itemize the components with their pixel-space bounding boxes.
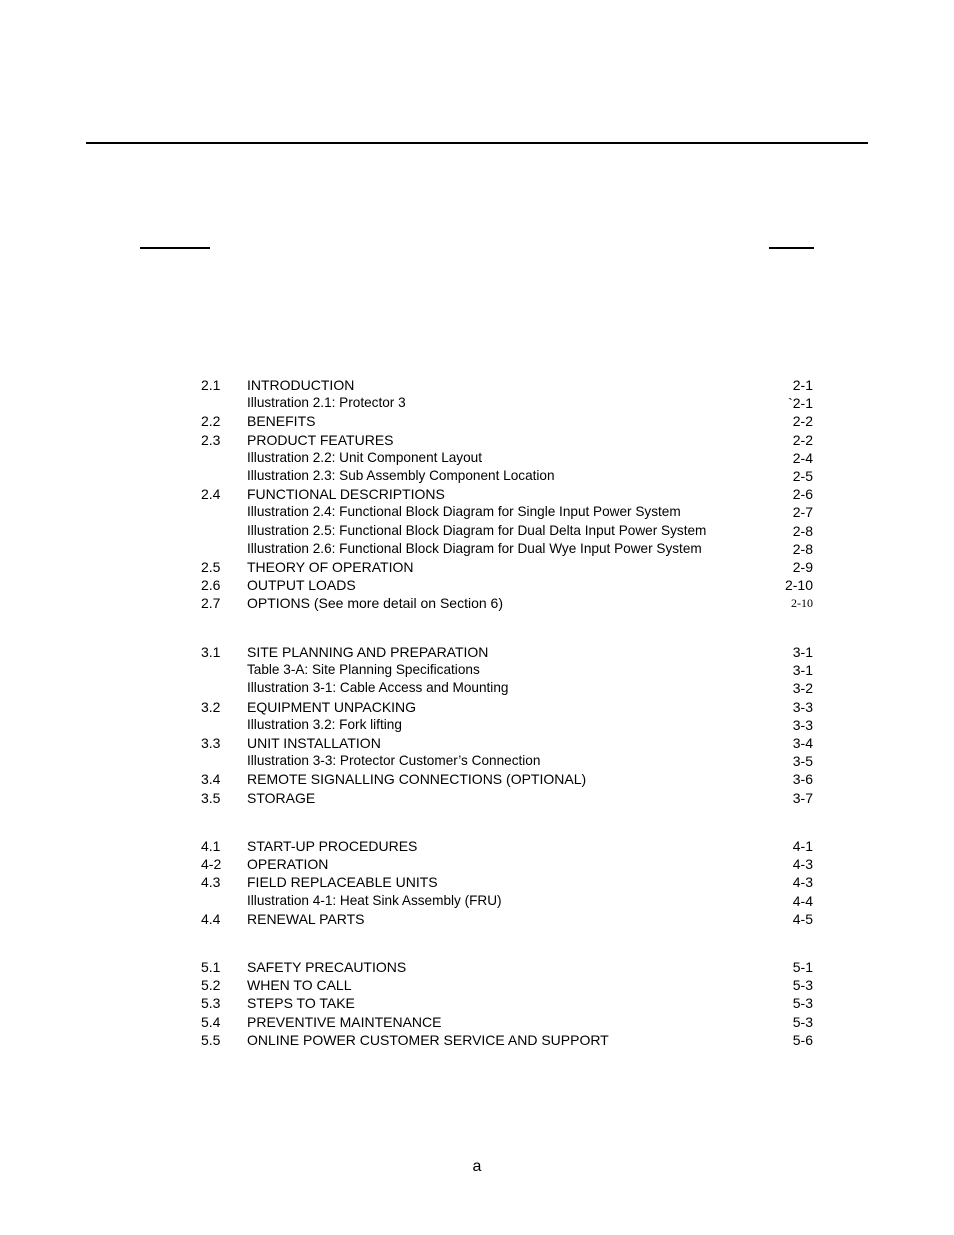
toc-entry-number: 5.1 bbox=[201, 959, 221, 975]
toc-entry-title: Table 3-A: Site Planning Specifications bbox=[247, 662, 480, 678]
toc-entry bbox=[0, 558, 954, 576]
toc-entry-page: 5-6 bbox=[792, 1031, 813, 1048]
toc-entry-title: FIELD REPLACEABLE UNITS bbox=[247, 874, 438, 891]
toc-entry bbox=[0, 449, 954, 467]
toc-entry-page: 3-6 bbox=[792, 771, 813, 788]
toc-entry bbox=[0, 873, 954, 891]
toc-entry bbox=[0, 643, 954, 661]
toc-entry bbox=[0, 698, 954, 716]
toc-entry bbox=[0, 540, 954, 558]
toc-entry bbox=[0, 679, 954, 697]
toc-entry-title: Illustration 2.1: Protector 3 bbox=[247, 395, 406, 411]
toc-entry-page: 4-1 bbox=[792, 838, 813, 854]
toc-entry-page: 5-3 bbox=[792, 977, 813, 994]
toc-entry bbox=[0, 594, 954, 612]
toc-entry-number: 3.3 bbox=[201, 734, 221, 751]
toc-entry bbox=[0, 716, 954, 734]
toc-entry-title: START-UP PROCEDURES bbox=[247, 838, 418, 854]
toc-entry-number: 3.1 bbox=[201, 644, 221, 660]
toc-entry bbox=[0, 976, 954, 994]
toc-entry-number: 4.3 bbox=[201, 874, 221, 891]
toc-entry-title: Illustration 4-1: Heat Sink Assembly (FRU) bbox=[247, 892, 502, 908]
toc-entry-number: 2.7 bbox=[201, 595, 221, 612]
toc-section-3 bbox=[0, 643, 954, 807]
toc-entry-page: 2-8 bbox=[792, 522, 813, 539]
toc-entry bbox=[0, 1013, 954, 1031]
toc-entry-title: Illustration 2.5: Functional Block Diagram for Dual Delta Input Power System bbox=[247, 522, 707, 538]
toc-section-2 bbox=[0, 376, 954, 612]
toc-entry-page: 2-4 bbox=[792, 449, 813, 466]
toc-entry bbox=[0, 661, 954, 679]
toc-entry bbox=[0, 467, 954, 485]
toc-entry-number: 5.5 bbox=[201, 1031, 221, 1048]
toc-entry bbox=[0, 892, 954, 910]
toc-entry bbox=[0, 376, 954, 394]
toc-entry-number: 2.2 bbox=[201, 413, 221, 430]
toc-entry-title: Illustration 2.3: Sub Assembly Component Location bbox=[247, 467, 555, 483]
toc-entry-number: 3.5 bbox=[201, 789, 221, 806]
toc-entry-title: INTRODUCTION bbox=[247, 377, 355, 393]
toc-entry-page: 2-7 bbox=[792, 504, 813, 521]
page-number: a bbox=[472, 1158, 482, 1175]
toc-entry-title: OPTIONS (See more detail on Section 6) bbox=[247, 595, 503, 612]
toc-entry-title: OUTPUT LOADS bbox=[247, 577, 356, 594]
toc-entry-page: 2-8 bbox=[792, 540, 813, 557]
toc-section-5 bbox=[0, 958, 954, 1049]
toc-entry-page: 4-3 bbox=[792, 874, 813, 891]
toc-entry-title: Illustration 2.2: Unit Component Layout bbox=[247, 449, 483, 465]
toc-entry-page: 2-6 bbox=[792, 486, 813, 503]
toc-entry-title: ONLINE POWER CUSTOMER SERVICE AND SUPPORT bbox=[247, 1031, 609, 1048]
toc-entry-title: FUNCTIONAL DESCRIPTIONS bbox=[247, 486, 445, 503]
toc-entry-number: 2.5 bbox=[201, 558, 221, 575]
toc-entry-page: 2-10 bbox=[784, 577, 813, 594]
toc-entry bbox=[0, 503, 954, 521]
toc-entry-title: PREVENTIVE MAINTENANCE bbox=[247, 1013, 442, 1030]
toc-entry bbox=[0, 1031, 954, 1049]
toc-entry-title: SITE PLANNING AND PREPARATION bbox=[247, 644, 489, 660]
toc-entry bbox=[0, 837, 954, 855]
toc-entry-page: 5-3 bbox=[792, 995, 813, 1012]
toc-entry-page: 2-2 bbox=[792, 431, 813, 448]
toc-entry-page: 2-5 bbox=[792, 467, 813, 484]
toc-entry-page: 2-10 bbox=[791, 596, 813, 611]
toc-entry-page: 3-5 bbox=[792, 753, 813, 770]
header-rule bbox=[86, 142, 868, 144]
toc-entry-page: 3-7 bbox=[792, 789, 813, 806]
toc-entry-title: THEORY OF OPERATION bbox=[247, 558, 414, 575]
toc-entry bbox=[0, 412, 954, 430]
toc-entry bbox=[0, 789, 954, 807]
toc-entry bbox=[0, 522, 954, 540]
toc-entry bbox=[0, 910, 954, 928]
toc-entry-title: RENEWAL PARTS bbox=[247, 910, 365, 927]
toc-entry-page: 4-3 bbox=[792, 856, 813, 873]
toc-entry-title: STORAGE bbox=[247, 789, 316, 806]
toc-entry-page: 3-1 bbox=[792, 644, 813, 660]
toc-entry bbox=[0, 752, 954, 770]
section-column-header-underline bbox=[140, 247, 210, 249]
toc-entry-title: REMOTE SIGNALLING CONNECTIONS (OPTIONAL) bbox=[247, 771, 587, 788]
toc-entry-title: BENEFITS bbox=[247, 413, 316, 430]
toc-entry bbox=[0, 734, 954, 752]
toc-entry-page: 3-3 bbox=[792, 716, 813, 733]
toc-entry-title: Illustration 3-3: Protector Customer’s Connection bbox=[247, 753, 541, 769]
toc-entry-page: 4-4 bbox=[792, 892, 813, 909]
toc-entry-page: 3-2 bbox=[792, 680, 813, 697]
toc-entry-page: 2-2 bbox=[792, 413, 813, 430]
toc-entry-number: 5.3 bbox=[201, 995, 221, 1012]
toc-entry-number: 4.4 bbox=[201, 910, 221, 927]
toc-entry-title: STEPS TO TAKE bbox=[247, 995, 355, 1012]
toc-entry bbox=[0, 431, 954, 449]
toc-entry-number: 3.4 bbox=[201, 771, 221, 788]
toc-entry bbox=[0, 994, 954, 1012]
toc-entry-page: 4-5 bbox=[792, 910, 813, 927]
toc-entry-page: 5-1 bbox=[792, 959, 813, 975]
toc-entry-number: 2.4 bbox=[201, 486, 221, 503]
toc-entry-page: `2-1 bbox=[788, 395, 813, 412]
toc-entry-number: 5.2 bbox=[201, 977, 221, 994]
toc-entry-title: UNIT INSTALLATION bbox=[247, 734, 381, 751]
toc-entry-title: Illustration 3.2: Fork lifting bbox=[247, 716, 402, 732]
toc-entry-number: 2.3 bbox=[201, 431, 221, 448]
toc-entry-page: 2-1 bbox=[792, 377, 813, 393]
toc-entry bbox=[0, 855, 954, 873]
toc-entry-title: SAFETY PRECAUTIONS bbox=[247, 959, 407, 975]
toc-entry-number: 4.1 bbox=[201, 838, 221, 854]
page-column-header-underline bbox=[769, 247, 814, 249]
toc-entry bbox=[0, 770, 954, 788]
toc-entry bbox=[0, 958, 954, 976]
toc-entry-title: OPERATION bbox=[247, 856, 329, 873]
toc-entry-number: 2.1 bbox=[201, 377, 221, 393]
toc-entry-number: 4-2 bbox=[201, 856, 222, 873]
toc-entry bbox=[0, 485, 954, 503]
toc-entry-title: Illustration 2.4: Functional Block Diagram for Single Input Power System bbox=[247, 504, 681, 520]
toc-entry-title: WHEN TO CALL bbox=[247, 977, 352, 994]
toc-entry-number: 3.2 bbox=[201, 698, 221, 715]
toc-entry-number: 2.6 bbox=[201, 577, 221, 594]
toc-entry-title: PRODUCT FEATURES bbox=[247, 431, 394, 448]
toc-entry bbox=[0, 576, 954, 594]
toc-entry-title: EQUIPMENT UNPACKING bbox=[247, 698, 417, 715]
toc-entry-page: 3-1 bbox=[792, 662, 813, 679]
toc-entry-title: Illustration 2.6: Functional Block Diagram for Dual Wye Input Power System bbox=[247, 540, 702, 556]
toc-entry-number: 5.4 bbox=[201, 1013, 221, 1030]
toc-entry-page: 3-4 bbox=[792, 734, 813, 751]
toc-entry-title: Illustration 3-1: Cable Access and Mounting bbox=[247, 680, 509, 696]
toc-entry bbox=[0, 394, 954, 412]
toc-entry-page: 5-3 bbox=[792, 1013, 813, 1030]
toc-entry-page: 3-3 bbox=[792, 698, 813, 715]
toc-section-4 bbox=[0, 837, 954, 928]
toc-entry-page: 2-9 bbox=[792, 558, 813, 575]
